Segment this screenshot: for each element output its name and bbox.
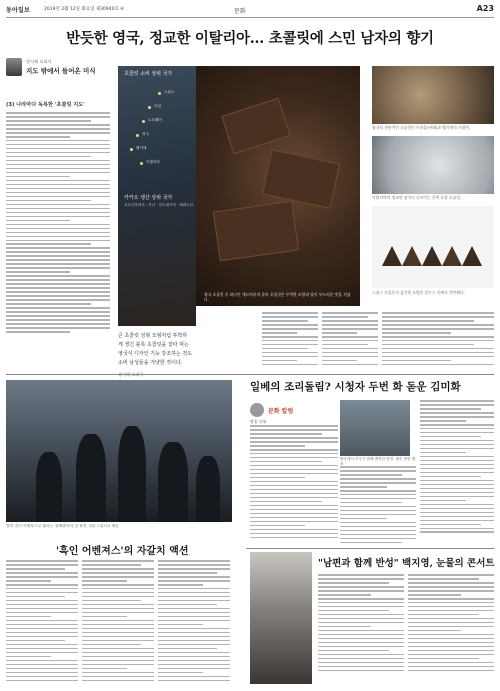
- toblerone-photo: [372, 206, 494, 288]
- masthead: [6, 4, 494, 18]
- chocolate-bar: [221, 98, 290, 155]
- truffle-photo: [372, 66, 494, 124]
- map-sub-labels: 코트디부아르 · 가나 · 인도네시아 · 에콰도르: [124, 203, 194, 207]
- chocolate-photo: [196, 66, 360, 306]
- pull-quote: [118, 332, 260, 378]
- story-body-col1: [250, 425, 338, 541]
- photo-caption: 영국의 전통적인 초콜릿인 트러플(아래)과 벨기에의 프랄린.: [372, 125, 471, 130]
- chocolate-map-graphic: [118, 66, 196, 326]
- column-byline: [6, 58, 110, 76]
- chocolate-bar: [213, 201, 299, 262]
- map-title: 초콜릿 소비 상위 국가: [124, 71, 173, 77]
- map-marker: [140, 162, 143, 165]
- issue-date: 2019년 2월 12일 화요일 제30940호 ⑥: [44, 7, 125, 12]
- article-body-col1: [6, 112, 110, 335]
- chocolate-bar: [262, 149, 340, 209]
- wrapped-chocolate-photo: [372, 136, 494, 194]
- article-body-col2: [262, 312, 318, 368]
- photo-caption: 방송에서 부부가 함께 출연한 장면. 방송 화면 캡처: [340, 457, 416, 466]
- map-marker: [148, 106, 151, 109]
- map-label: 이탈리아: [146, 160, 160, 164]
- pull-quote-line: 소비 남성들을 겨냥한 것이다.: [118, 360, 183, 366]
- map-subtitle: 카카오 생산 상위 국가: [124, 195, 173, 201]
- story-subhead: "남편과 함께 반성" 백지영, 눈물의 콘서트: [318, 558, 495, 569]
- column-name: 지도 밖에서 들어온 미식: [26, 67, 96, 75]
- pull-quote-line: 게 생긴 블록 초콜릿을 잘라 먹는: [118, 342, 189, 348]
- photo-caption: 영국 초콜릿 중 하나인 캐드버리의 블록 초콜릿은 투박한 모양과 달리 부드러운 맛을 지녔다.: [204, 292, 351, 302]
- author-avatar: [6, 58, 22, 76]
- story-body-col2: [340, 466, 416, 546]
- article-body-col4: [382, 312, 494, 368]
- figure-silhouette: [36, 452, 62, 522]
- map-marker: [158, 92, 161, 95]
- figure-silhouette: [158, 442, 188, 522]
- section-divider: [6, 374, 494, 375]
- story-subhead: 일베의 조리돌림? 시청자 두번 화 돋운 김미화: [250, 381, 461, 393]
- map-label: 스위스: [164, 90, 175, 94]
- map-label: 독일: [154, 104, 161, 108]
- pull-quote-line: 영국식 디자인 기능 강조하는 것도: [118, 351, 192, 357]
- movie-still-photo: [6, 380, 232, 522]
- couple-photo: [340, 400, 410, 456]
- section-label: 문화: [234, 8, 246, 15]
- map-marker: [142, 120, 145, 123]
- pull-quote-line: 큰 초콜릿 성형 모형처럼 투박하: [118, 333, 188, 339]
- movie-subhead: '흑인 어벤져스'의 자갈치 액션: [56, 546, 189, 557]
- author-avatar: [250, 403, 264, 417]
- figure-silhouette: [118, 426, 146, 522]
- story-byline: [250, 403, 338, 425]
- section-divider: [246, 548, 494, 549]
- newspaper-name: 동아일보: [6, 7, 30, 14]
- movie-body-col1: [6, 560, 78, 684]
- story3-body-col1: [318, 574, 404, 674]
- photo-caption: 이탈리아의 정교한 장식이 돋보이는 은색 포장 초콜릿.: [372, 195, 462, 200]
- singer-photo: [250, 552, 312, 684]
- toblerone-graphic: [372, 206, 494, 288]
- article-body-col3: [322, 312, 378, 368]
- author-name: 강이레 요리사: [26, 59, 52, 64]
- article-subhead: (3) 나라마다 독특한 '초콜릿 지도': [6, 102, 85, 108]
- author-name: 문화 칼럼: [268, 407, 294, 415]
- story3-body-col2: [408, 574, 494, 674]
- map-marker: [136, 134, 139, 137]
- story-body-col3: [420, 400, 494, 535]
- map-label: 영국: [142, 132, 149, 136]
- movie-body-col3: [158, 560, 230, 684]
- pull-quote-name: [118, 372, 260, 378]
- map-label: 노르웨이: [148, 118, 162, 122]
- photo-caption: 영화 '흑인 어벤져스'로 불리는 '블랙팬서'의 한 장면. 마블 스튜디오 제공: [6, 524, 119, 528]
- page-number: A23: [476, 4, 494, 13]
- photo-caption: 스위스 토블론의 삼각형 모양은 알프스 산에서 착안했다.: [372, 290, 465, 295]
- main-headline: 반듯한 영국, 정교한 이탈리아… 초콜릿에 스민 남자의 향기: [66, 30, 434, 47]
- map-label: 벨기에: [136, 146, 147, 150]
- map-marker: [130, 148, 133, 151]
- movie-body-col2: [82, 560, 154, 684]
- figure-silhouette: [76, 434, 106, 522]
- author-subtitle: 방송 리뷰: [250, 419, 267, 424]
- figure-silhouette: [196, 456, 220, 522]
